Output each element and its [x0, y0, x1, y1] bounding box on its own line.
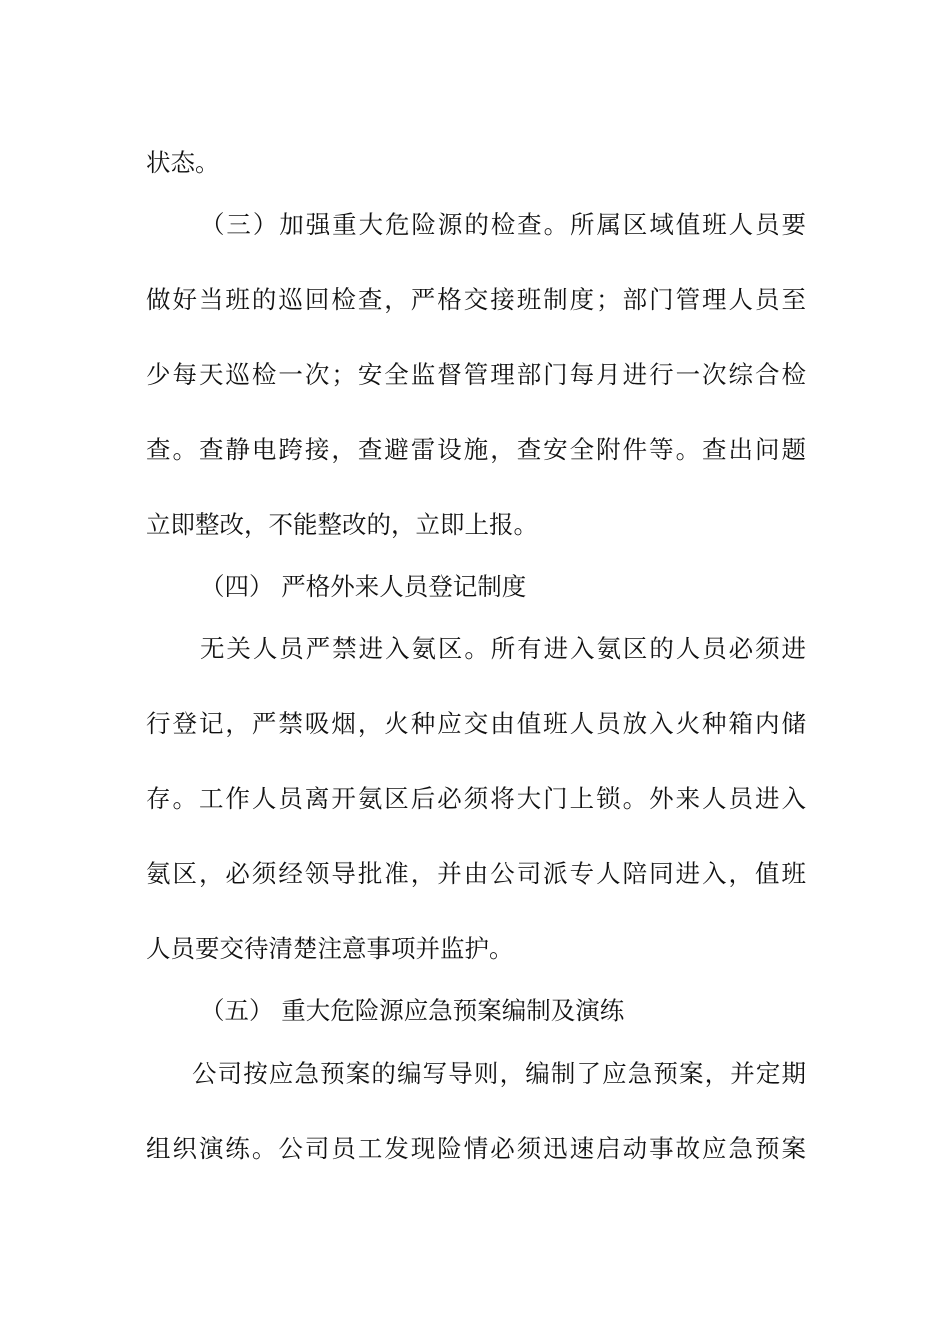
section-3-heading-line: （三）加强重大危险源的检查。所属区域值班人员要	[200, 210, 806, 239]
text-line: 无关人员严禁进入氨区。所有进入氨区的人员必须进	[200, 634, 806, 663]
text-line: 少每天巡检一次；安全监督管理部门每月进行一次综合检	[146, 360, 806, 389]
text-line: 氨区，必须经领导批准，并由公司派专人陪同进入，值班	[146, 859, 806, 888]
text-line: 组织演练。公司员工发现险情必须迅速启动事故应急预案	[146, 1134, 806, 1163]
text-line: 存。工作人员离开氨区后必须将大门上锁。外来人员进入	[146, 784, 806, 813]
text-line: 公司按应急预案的编写导则，编制了应急预案，并定期	[192, 1059, 806, 1088]
text-line: 查。查静电跨接，查避雷设施，查安全附件等。查出问题	[146, 435, 806, 464]
section-4-heading: （四） 严格外来人员登记制度	[200, 572, 527, 601]
section-5-heading: （五） 重大危险源应急预案编制及演练	[200, 996, 625, 1025]
text-line: 立即整改，不能整改的，立即上报。	[146, 510, 538, 539]
text-line: 状态。	[146, 148, 220, 177]
text-line: 行登记，严禁吸烟，火种应交由值班人员放入火种箱内储	[146, 709, 806, 738]
text-line: 做好当班的巡回检查，严格交接班制度；部门管理人员至	[146, 285, 806, 314]
text-line: 人员要交待清楚注意事项并监护。	[146, 934, 514, 963]
